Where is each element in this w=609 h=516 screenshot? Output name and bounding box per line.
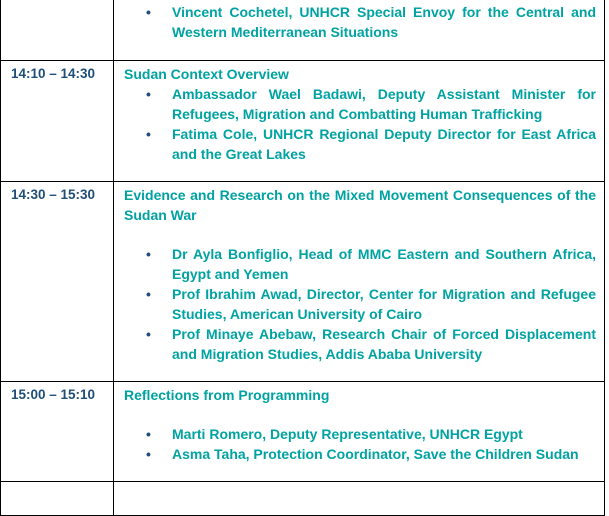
speaker-item (146, 424, 596, 444)
speaker-item (146, 84, 596, 124)
time-cell (1, 482, 114, 516)
speaker-text: Asma Taha, Protection Coordinator, Save the Children Sudan (172, 446, 579, 462)
speaker-text: Dr Ayla Bonfiglio, Head of MMC Eastern and Southern Africa, Egypt and Yemen (172, 246, 596, 282)
session-cell (114, 482, 605, 516)
session-time: 15:00 – 15:10 (11, 387, 96, 402)
speaker-list (124, 84, 596, 164)
bullet-icon: • (146, 4, 151, 20)
speaker-text: Marti Romero, Deputy Representative, UNHCR Egypt (172, 426, 523, 442)
speaker-list (124, 424, 596, 464)
speaker-list (124, 244, 596, 364)
agenda-row (1, 382, 605, 482)
session-title: Sudan Context Overview (124, 66, 289, 82)
speaker-item (146, 244, 596, 284)
time-cell (1, 61, 114, 182)
bullet-icon: • (146, 126, 151, 142)
speaker-item (146, 124, 596, 164)
agenda-row (1, 0, 605, 61)
speaker-text: Fatima Cole, UNHCR Regional Deputy Director for East Africa and the Great Lakes (172, 126, 596, 162)
time-cell (1, 182, 114, 382)
speaker-text: Prof Minaye Abebaw, Research Chair of Forced Displacement and Migration Studies, Addis Ababa University (172, 326, 596, 362)
session-cell (114, 61, 605, 182)
agenda-row (1, 482, 605, 516)
speaker-text: Vincent Cochetel, UNHCR Special Envoy for the Central and Western Mediterranean Situations (172, 4, 596, 40)
session-cell (114, 182, 605, 382)
speaker-list (124, 2, 596, 42)
speaker-item (146, 444, 596, 464)
speaker-text: Prof Ibrahim Awad, Director, Center for Migration and Refugee Studies, American University of Cairo (172, 286, 596, 322)
speaker-item (146, 324, 596, 364)
bullet-icon: • (146, 426, 151, 442)
session-time: 14:10 – 14:30 (11, 66, 96, 81)
session-title: Reflections from Programming (124, 387, 330, 403)
session-cell (114, 382, 605, 482)
agenda-row (1, 182, 605, 382)
session-time: 14:30 – 15:30 (11, 187, 96, 202)
speaker-item (146, 2, 596, 42)
bullet-icon: • (146, 246, 151, 262)
bullet-icon: • (146, 326, 151, 342)
time-cell (1, 0, 114, 61)
session-cell (114, 0, 605, 61)
bullet-icon: • (146, 86, 151, 102)
speaker-text: Ambassador Wael Badawi, Deputy Assistant Minister for Refugees, Migration and Combatting Human Trafficking (172, 86, 596, 122)
session-time (1, 0, 113, 2)
bullet-icon: • (146, 286, 151, 302)
agenda-row (1, 61, 605, 182)
bullet-icon: • (146, 446, 151, 462)
speaker-item (146, 284, 596, 324)
session-title: Evidence and Research on the Mixed Movement Consequences of the Sudan War (124, 187, 596, 223)
time-cell (1, 382, 114, 482)
